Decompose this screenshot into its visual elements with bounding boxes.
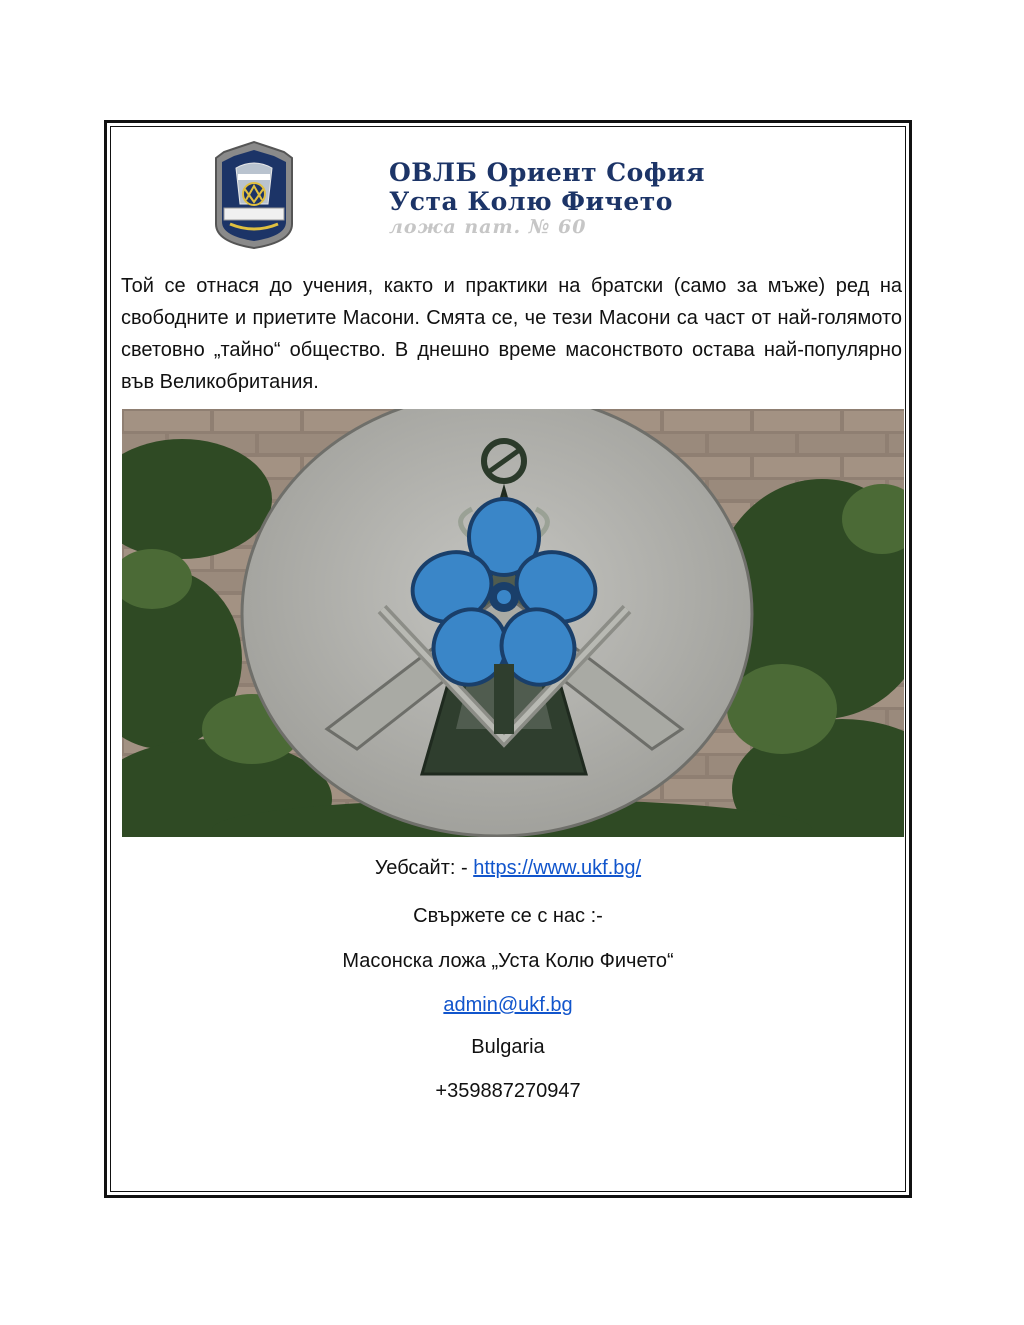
website-label: Уебсайт: - bbox=[374, 857, 474, 879]
country: Bulgaria bbox=[471, 1036, 545, 1058]
lodge-title-line2: Уста Колю Фичето bbox=[389, 187, 673, 216]
lodge-name: Масонска ложа „Уста Колю Фичето“ bbox=[342, 950, 674, 972]
phone-number: +359887270947 bbox=[435, 1080, 581, 1102]
website-line bbox=[110, 855, 906, 881]
masonic-emblem-photo bbox=[122, 409, 904, 837]
lodge-header bbox=[206, 138, 826, 250]
lodge-title-line3: ложа пат. № 60 bbox=[389, 216, 587, 238]
lodge-title-line1: ОВЛБ Ориент София bbox=[389, 158, 705, 187]
website-link[interactable]: https://www.ukf.bg/ bbox=[473, 857, 642, 879]
email-line bbox=[110, 992, 906, 1018]
contact-us-heading: Свържете се с нас :- bbox=[413, 905, 603, 927]
intro-paragraph: Той се отнася до учения, както и практики на братски (само за мъже) ред на свободните и приетите Масони. Смята се, че тези Масони са част от най-голямото световно „тайно“ общество. В днешно време масонството остава най-популярно във Великобритания. bbox=[121, 275, 902, 393]
lodge-logo-emblem bbox=[206, 138, 302, 250]
email-link[interactable]: admin@ukf.bg bbox=[443, 994, 573, 1016]
